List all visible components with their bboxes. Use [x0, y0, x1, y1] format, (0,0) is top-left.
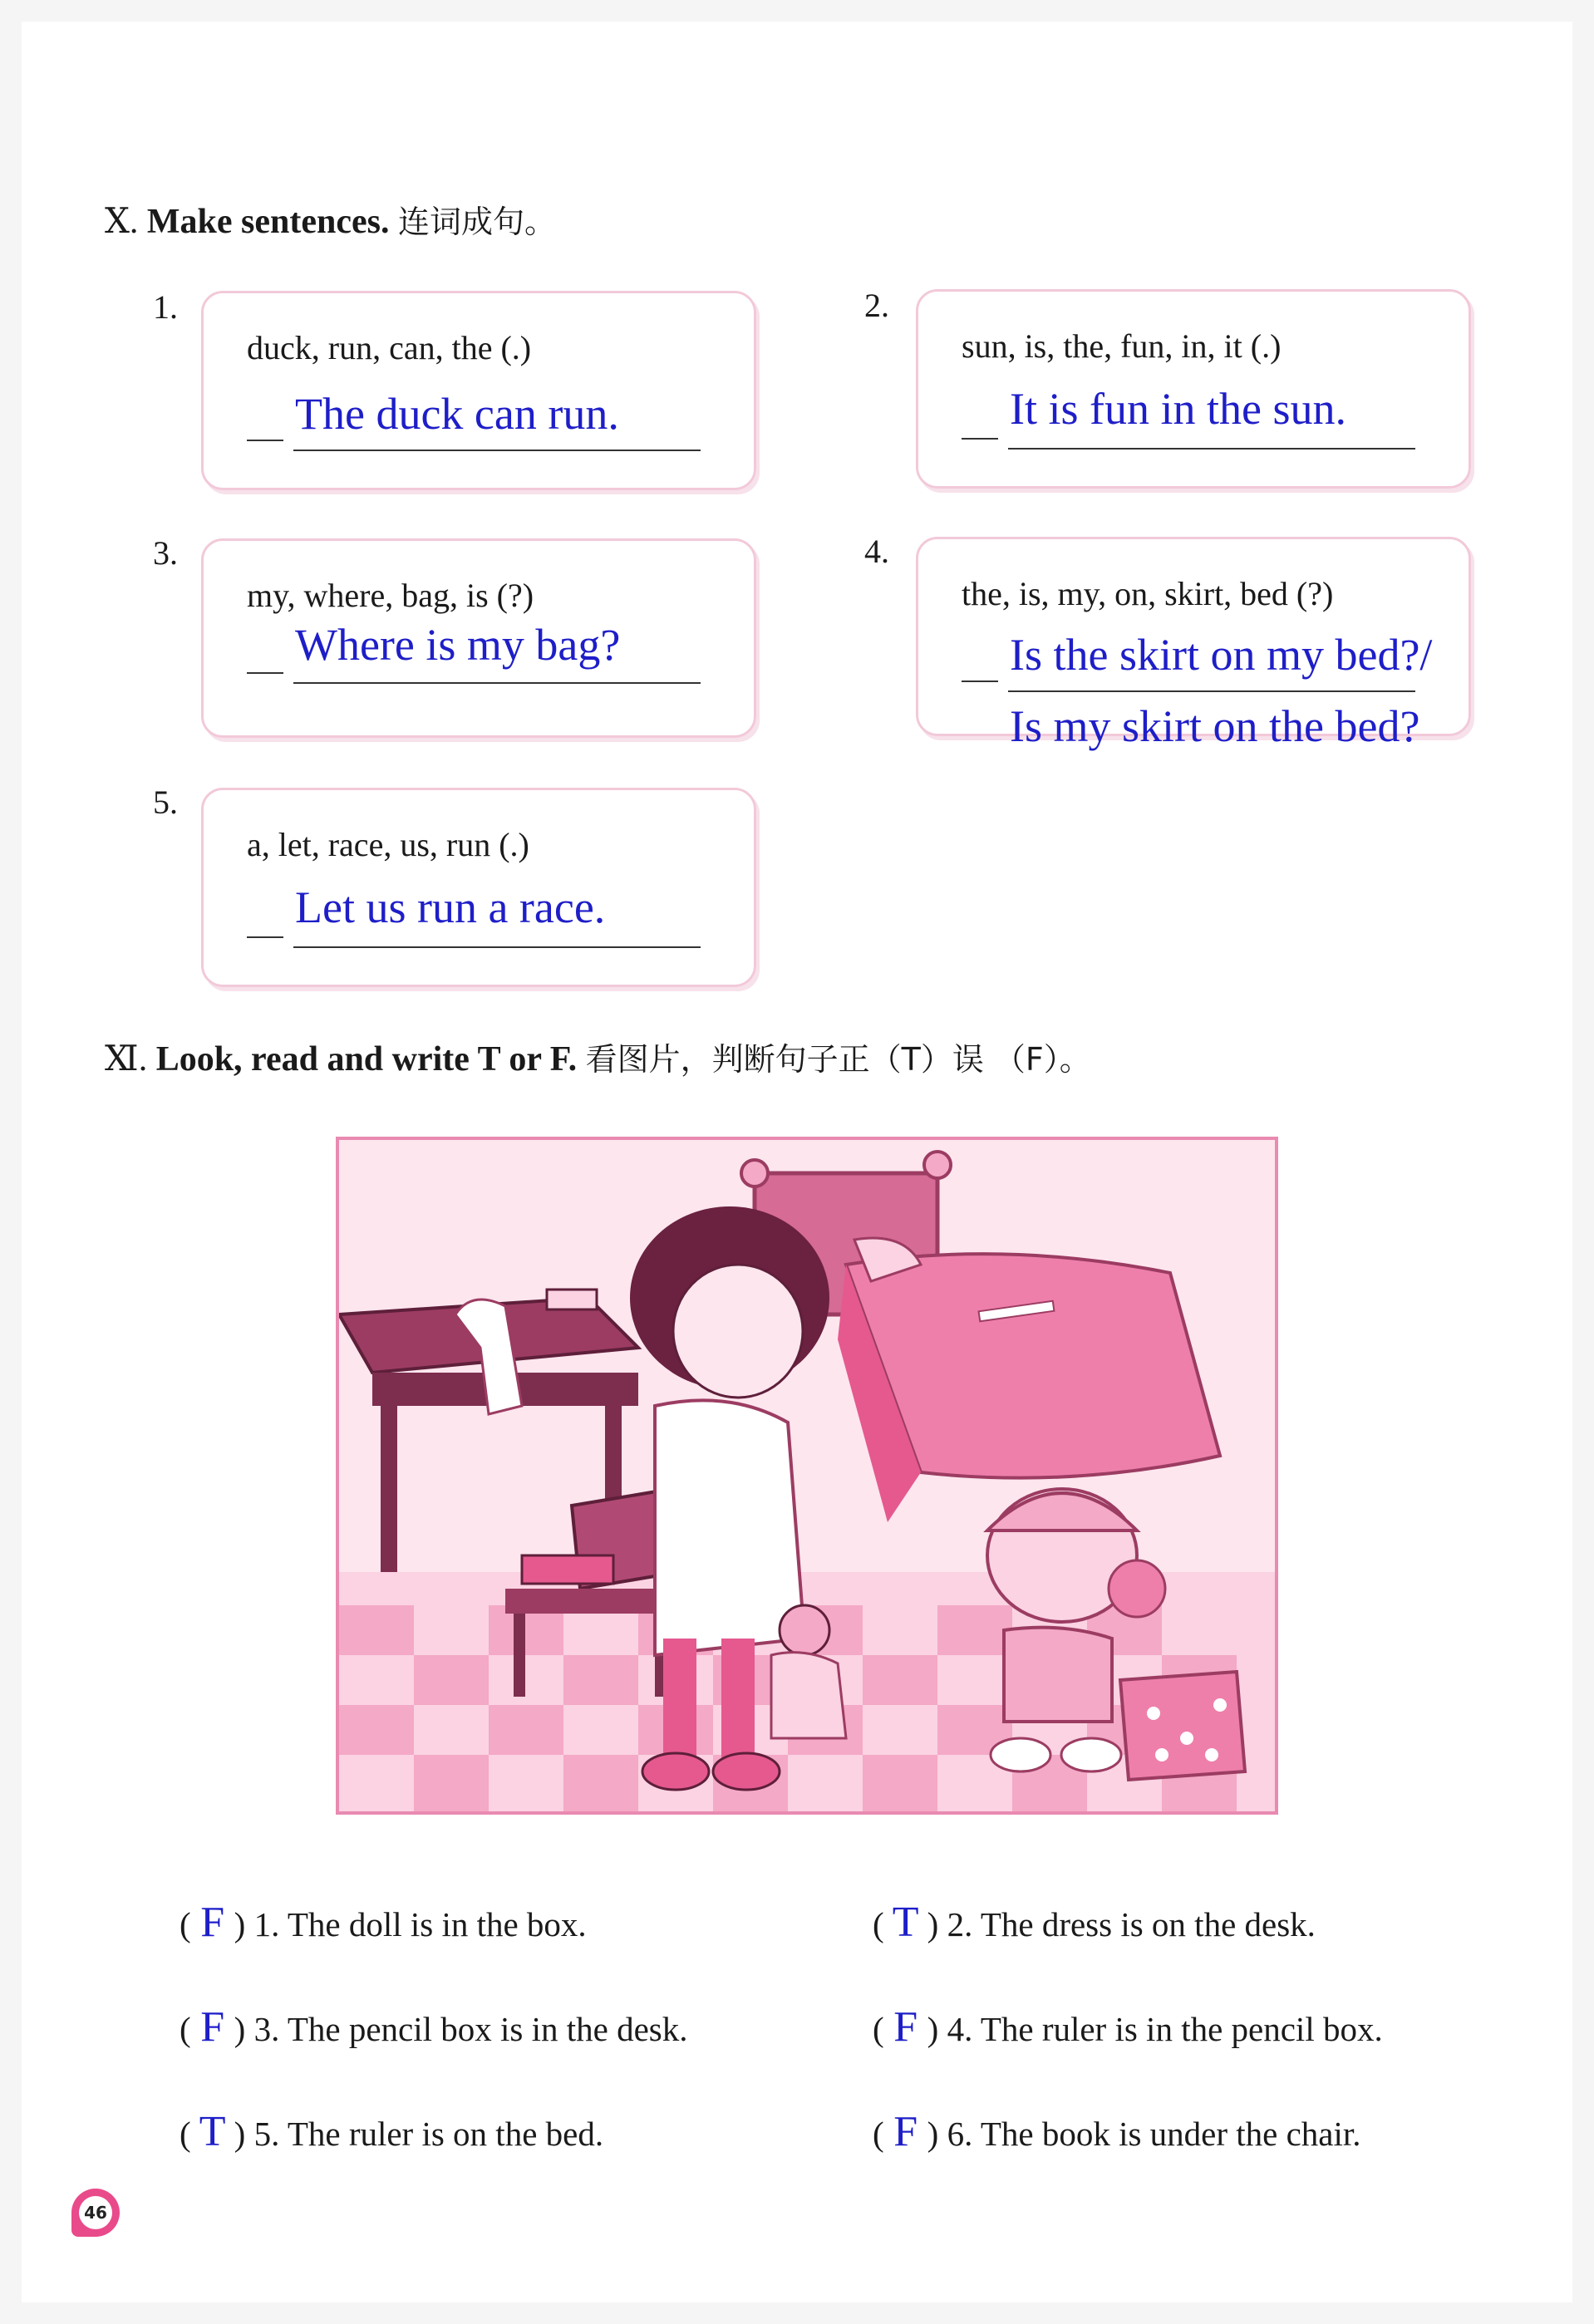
sentence-card — [201, 538, 756, 738]
dash — [247, 440, 283, 441]
tf-statement: 6. The book is under the chair. — [947, 2115, 1361, 2153]
item-number: 1. — [153, 288, 178, 326]
sentence-card — [916, 289, 1471, 489]
answer-text: It is fun in the sun. — [1010, 384, 1346, 434]
sentence-card — [201, 788, 756, 987]
tf-item-5: ( T ) 5. The ruler is on the bed. — [180, 2108, 604, 2155]
tf-statement: 5. The ruler is on the bed. — [253, 2115, 604, 2153]
answer-line — [293, 946, 701, 948]
section-x-instruction: 连词成句。 — [398, 204, 557, 240]
answer-line — [1008, 448, 1415, 450]
item-number: 3. — [153, 534, 178, 572]
page-number-badge — [71, 2189, 120, 2237]
answer-text-alt: Is my skirt on the bed? — [1010, 701, 1420, 751]
answer-line — [1008, 690, 1415, 692]
bedroom-scene-image — [339, 1140, 1275, 1811]
dash — [962, 680, 998, 682]
answer-text: Let us run a race. — [295, 882, 606, 932]
tf-statement: 1. The doll is in the box. — [253, 1905, 587, 1943]
dash — [962, 438, 998, 440]
tf-item-1: ( F ) 1. The doll is in the box. — [180, 1899, 587, 1946]
worksheet-page — [22, 22, 1572, 2302]
tf-answer: T — [199, 2108, 226, 2155]
tf-answer: F — [200, 2003, 225, 2051]
tf-item-6: ( F ) 6. The book is under the chair. — [873, 2108, 1361, 2155]
tf-item-2: ( T ) 2. The dress is on the desk. — [873, 1899, 1316, 1946]
section-x-title: Make sentences. — [146, 203, 390, 241]
tf-answer: F — [893, 2003, 918, 2051]
item-number: 5. — [153, 784, 178, 821]
tf-answer: F — [200, 1899, 225, 1946]
word-list: duck, run, can, the (.) — [247, 329, 532, 366]
section-xi-title: Look, read and write T or F. — [155, 1040, 578, 1078]
tf-item-4: ( F ) 4. The ruler is in the pencil box. — [873, 2003, 1383, 2051]
tf-statement: 3. The pencil box is in the desk. — [253, 2010, 688, 2048]
item-number: 2. — [864, 287, 889, 324]
answer-line — [293, 450, 701, 451]
sentence-card — [201, 291, 756, 490]
tf-statement: 4. The ruler is in the pencil box. — [947, 2010, 1383, 2048]
section-xi-instruction: 看图片，判断句子正（T）误 （F）。 — [585, 1041, 1091, 1078]
word-list: the, is, my, on, skirt, bed (?) — [962, 575, 1334, 612]
section-x-heading: Ⅹ. Make sentences. 连词成句。 — [105, 200, 557, 241]
answer-text: The duck can run. — [295, 389, 619, 439]
dash — [247, 936, 283, 938]
word-list: sun, is, the, fun, in, it (.) — [962, 327, 1282, 365]
item-number: 4. — [864, 533, 889, 570]
word-list: my, where, bag, is (?) — [247, 577, 534, 614]
sentence-card — [916, 537, 1471, 751]
section-xi-numeral: Ⅺ — [105, 1038, 139, 1078]
answer-line — [293, 682, 701, 684]
section-x-numeral: Ⅹ — [105, 200, 130, 241]
tf-answer: T — [892, 1899, 919, 1946]
tf-statement: 2. The dress is on the desk. — [947, 1905, 1316, 1943]
answer-text: Where is my bag? — [295, 620, 621, 670]
bedroom-illustration — [336, 1137, 1278, 1815]
tf-item-3: ( F ) 3. The pencil box is in the desk. — [180, 2003, 688, 2051]
dash — [247, 672, 283, 674]
section-xi-heading: Ⅺ. Look, read and write T or F. 看图片，判断句子正（T）误 （F）。 — [105, 1038, 1091, 1078]
page-number: 46 — [79, 2196, 112, 2229]
word-list: a, let, race, us, run (.) — [247, 826, 529, 863]
tf-answer: F — [893, 2108, 918, 2155]
answer-text: Is the skirt on my bed?/ — [1010, 630, 1433, 680]
